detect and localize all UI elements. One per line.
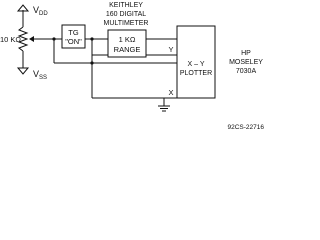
- hp-label: HP: [241, 50, 251, 57]
- vss-label: $V_{SS}$: [33, 69, 48, 81]
- keithley-model-label: 160 DIGITAL: [105, 11, 147, 18]
- keithley-label: KEITHLEY: [109, 2, 143, 9]
- range-label: RANGE: [113, 45, 141, 54]
- pot-label: 10 KΩ: [0, 35, 22, 44]
- plotter-xy-label: X – Y: [187, 61, 205, 68]
- tg-label: TG: [68, 28, 79, 37]
- x-input-label: X: [168, 88, 174, 97]
- multimeter-label: MULTIMETER: [103, 20, 149, 27]
- vdd-label: $V_{DD}$: [33, 5, 48, 17]
- figure-code: 92CS-22716: [227, 124, 264, 131]
- range-value-label: 1 KΩ: [118, 35, 136, 44]
- tg-on-label: "ON": [65, 37, 82, 46]
- plotter-label: PLOTTER: [179, 70, 213, 77]
- wiper-arrow: [29, 36, 34, 42]
- circuit-diagram: [0, 0, 268, 132]
- junction-dot: [90, 37, 93, 40]
- model-label: 7030A: [235, 68, 257, 75]
- y-input-label: Y: [168, 45, 174, 54]
- vss-arrow: [18, 68, 28, 74]
- moseley-label: MOSELEY: [229, 59, 263, 66]
